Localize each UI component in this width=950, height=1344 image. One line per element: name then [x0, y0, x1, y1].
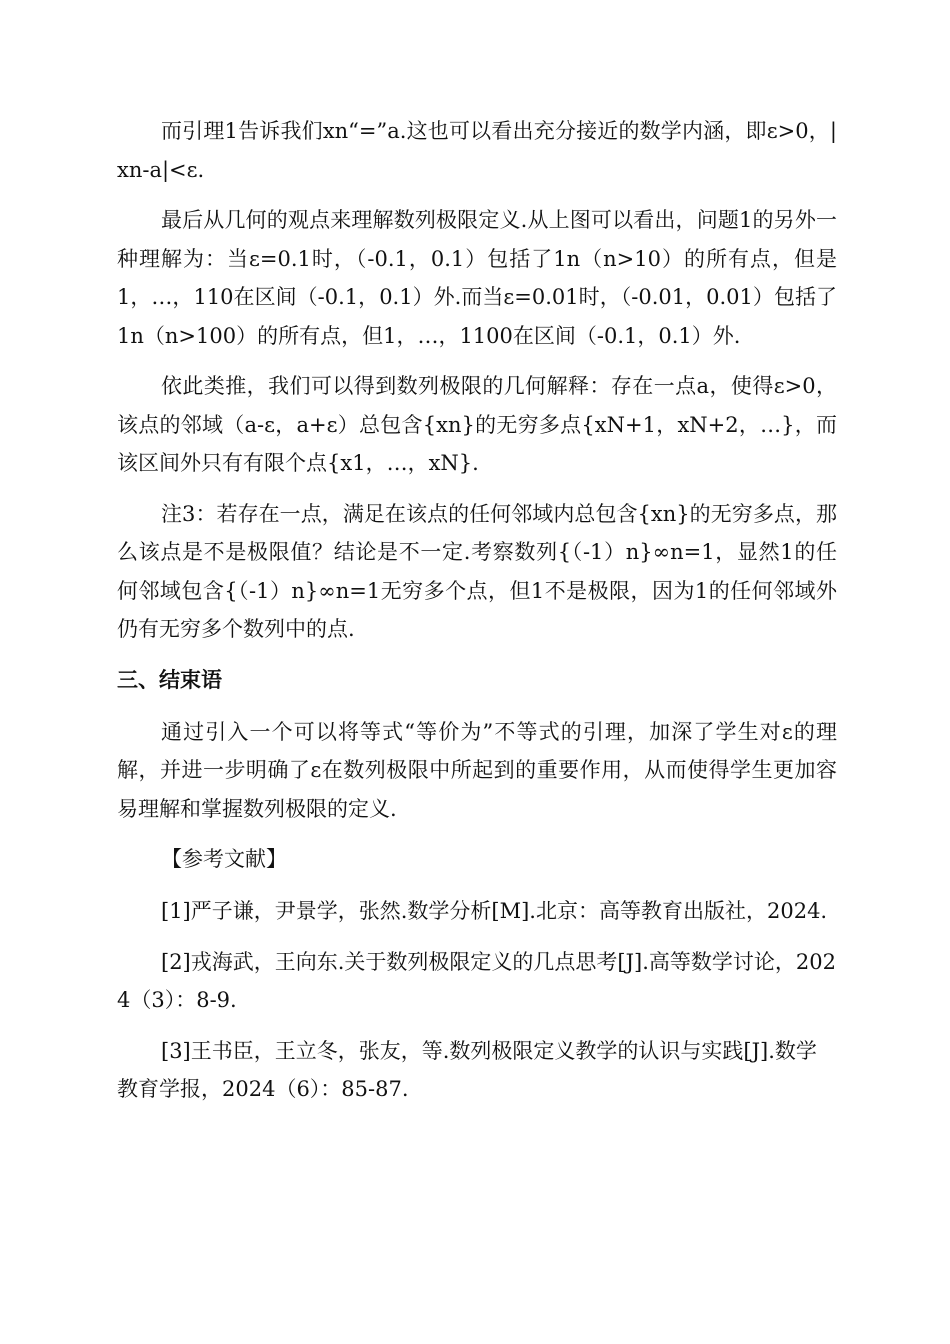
reference-item-1: [1]严子谦，尹景学，张然.数学分析[M].北京：高等教育出版社，2024. — [161, 899, 828, 923]
reference-item-3: [3]王书臣，王立冬，张友，等.数列极限定义教学的认识与实践[J].数学教育学报，2024（6）：85-87. — [117, 1038, 817, 1101]
references-title: 【参考文献】 — [161, 847, 287, 871]
paragraph-conclusion: 通过引入一个可以将等式“等价为”不等式的引理，加深了学生对ε的理解，并进一步明确了ε在数列极限中所起到的重要作用，从而使得学生更加容易理解和掌握数列极限的定义. — [117, 719, 837, 821]
paragraph-note-3: 注3：若存在一点，满足在该点的任何邻域内总包含{xn}的无穷多点，那么该点是不是极限值？结论是不一定.考察数列{（-1）n}∞n=1，显然1的任何邻域包含{（-1）n}∞n=1无穷多个点，但1不是极限，因为1的任何邻域外仍有无穷多个数列中的点. — [117, 501, 837, 641]
section-heading-conclusion: 三、结束语 — [117, 667, 222, 692]
paragraph-geometric-view: 最后从几何的观点来理解数列极限定义.从上图可以看出，问题1的另外一种理解为：当ε=0.1时，（-0.1，0.1）包括了1n（n>10）的所有点，但是1，…，110在区间（-0.1，0.1）外.而当ε=0.01时，（-0.01，0.01）包括了1n（n>100）的所有点，但1，…，1100在区间（-0.1，0.1）外. — [117, 208, 837, 348]
paragraph-lemma-conclusion: 而引理1告诉我们xn“=”a.这也可以看出充分接近的数学内涵，即ε>0，|xn-a|<ε. — [117, 119, 837, 182]
document-page — [117, 112, 837, 1121]
reference-item-2: [2]戎海武，王向东.关于数列极限定义的几点思考[J].高等数学讨论，2024（3）：8-9. — [117, 949, 836, 1012]
paragraph-geometric-interpretation: 依此类推，我们可以得到数列极限的几何解释：存在一点a，使得ε>0，该点的邻域（a-ε，a+ε）总包含{xn}的无穷多点{xN+1，xN+2，…}，而该区间外只有有限个点{x1，…，xN}. — [117, 374, 837, 475]
